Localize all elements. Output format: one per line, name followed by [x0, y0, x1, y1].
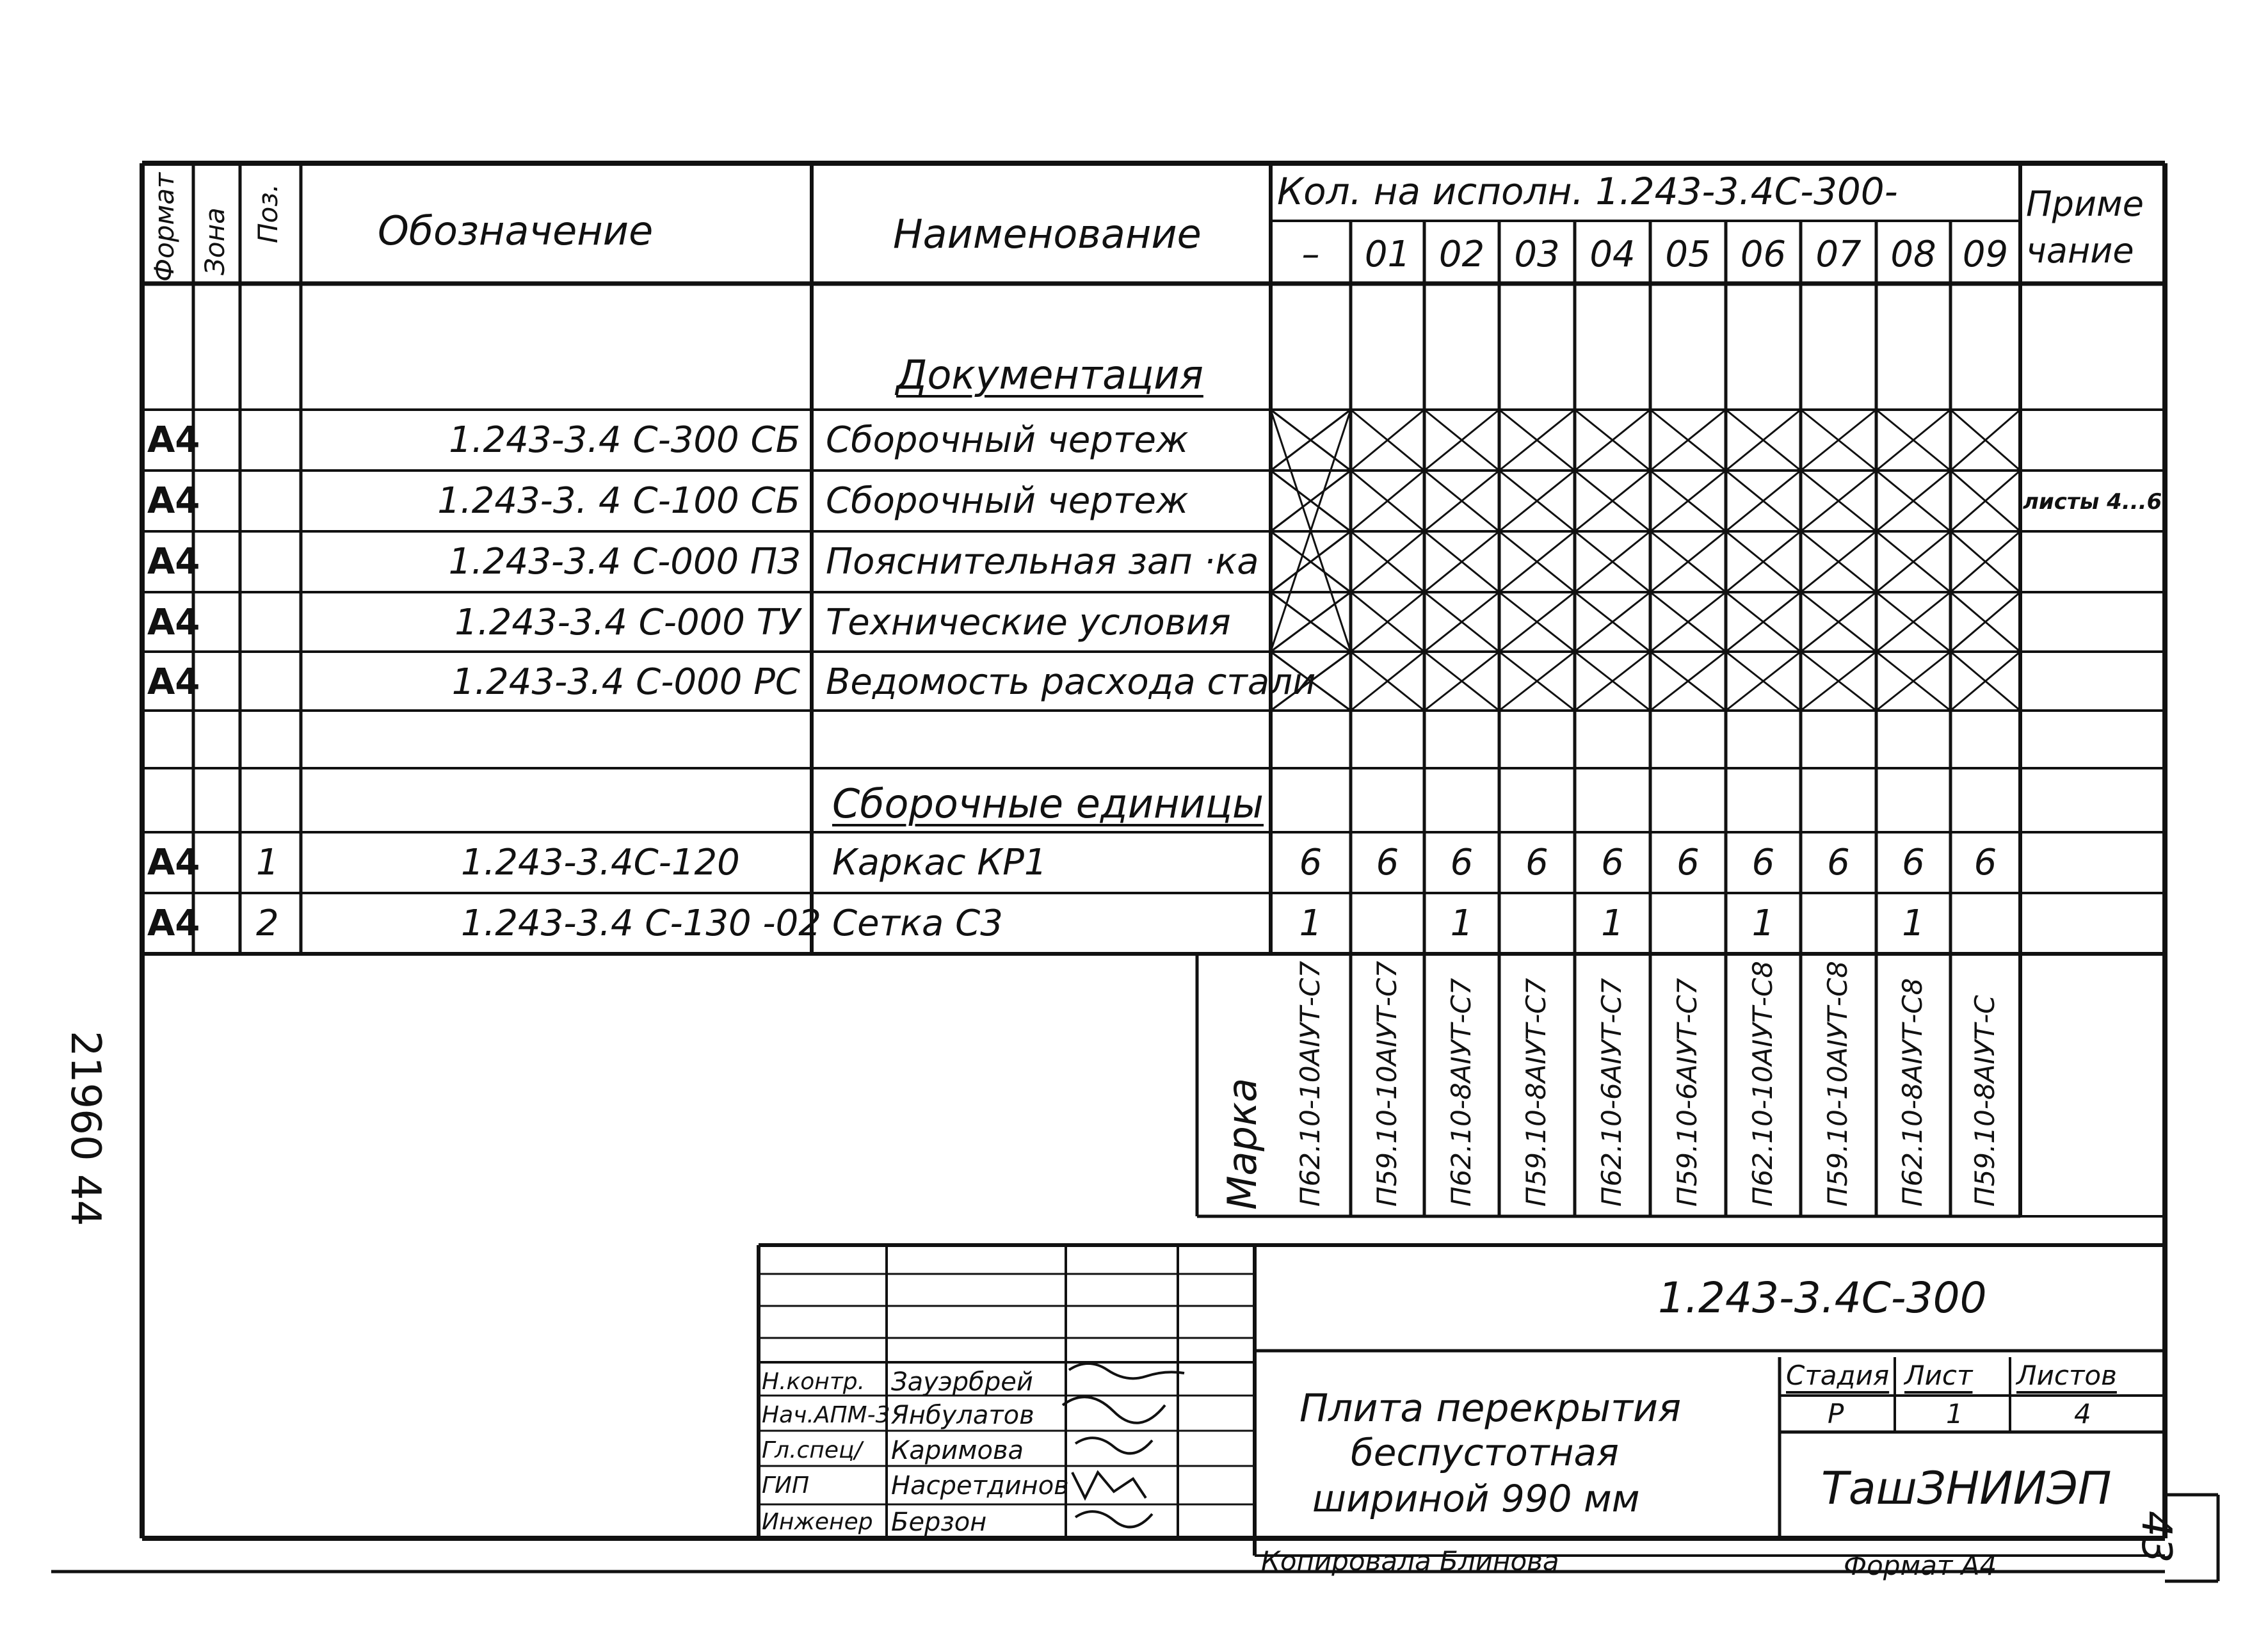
doc-row-designation: 1.243-3. 4 С-100 СБ [437, 480, 800, 522]
header-zone: Зона [199, 207, 230, 275]
signature-name: Зауэрбрей [891, 1367, 1033, 1397]
section-documentation: Документация [896, 351, 1203, 398]
signature-name: Берзон [891, 1508, 987, 1537]
signature-role: Инженер [762, 1509, 873, 1535]
sheets-value: 4 [2074, 1398, 2091, 1429]
doc-row-name: Ведомость расхода стали [826, 661, 1316, 703]
doc-row-name: Сборочный чертеж [826, 419, 1189, 461]
stage-value: Р [1828, 1398, 1844, 1429]
unit-row-format: А4 [147, 842, 200, 883]
unit-row-qty: 6 [1677, 842, 1700, 883]
unit-row-qty: 6 [1902, 842, 1925, 883]
doc-row-note: листы 4...6 [2023, 489, 2162, 515]
page-number: 43 [2132, 1511, 2180, 1563]
marka-value: П59.10-8АIУТ-С [1968, 995, 2000, 1207]
section-assembly-units: Сборочные единицы [832, 780, 1264, 827]
unit-row-designation: 1.243-3.4С-120 [461, 842, 740, 883]
marka-value: П62.10-8АIУТ-С7 [1445, 978, 1477, 1207]
doc-row-designation: 1.243-3.4 С-000 ПЗ [448, 541, 800, 583]
archive-number: 21960 44 [61, 1031, 109, 1227]
unit-row-qty: 6 [1525, 842, 1548, 883]
variant-label: – [1301, 234, 1320, 275]
doc-row-format: А4 [147, 602, 200, 643]
unit-row-pos: 2 [256, 903, 279, 944]
title-line2: беспустотная [1351, 1431, 1619, 1474]
sheets-label: Листов [2016, 1360, 2117, 1391]
sheet-label: Лист [1904, 1360, 1973, 1391]
doc-row-designation: 1.243-3.4 С-000 ТУ [454, 602, 800, 643]
signature-name: Янбулатов [891, 1401, 1034, 1430]
variant-label: 04 [1589, 234, 1636, 275]
signature-role: Нач.АПМ-3 [762, 1402, 890, 1428]
stage-label: Стадия [1786, 1360, 1890, 1391]
marka-value: П59.10-8АIУТ-С7 [1520, 978, 1552, 1207]
header-designation: Обозначение [378, 207, 654, 254]
signature-role: Гл.спец/ [762, 1437, 862, 1463]
signature-role: ГИП [762, 1472, 810, 1499]
doc-code: 1.243-3.4С-300 [1658, 1273, 1987, 1323]
variant-label: 08 [1890, 234, 1936, 275]
unit-row-qty: 1 [1751, 903, 1775, 944]
unit-row-qty: 6 [1974, 842, 1997, 883]
title-line1: Плита перекрытия [1299, 1386, 1682, 1431]
marka-value: П59.10-6АIУТ-С7 [1671, 978, 1703, 1207]
variant-label: 03 [1514, 234, 1560, 275]
unit-row-designation: 1.243-3.4 С-130 -02 [461, 903, 821, 944]
header-note-line2: чание [2026, 230, 2134, 271]
header-pos: Поз. [252, 184, 284, 243]
unit-row-format: А4 [147, 903, 200, 944]
unit-row-name: Каркас КР1 [832, 842, 1047, 883]
marka-label: Марка [1219, 1077, 1266, 1210]
marka-value: П62.10-10АIУТ-С7 [1294, 961, 1326, 1207]
marka-value: П59.10-10АIУТ-С8 [1822, 961, 1853, 1207]
sheet-value: 1 [1946, 1398, 1963, 1429]
marka-value: П62.10-6АIУТ-С7 [1596, 978, 1627, 1207]
doc-row-name: Технические условия [826, 602, 1231, 643]
signature-name: Каримова [891, 1436, 1024, 1465]
format-footer: Формат А4 [1844, 1550, 1997, 1581]
unit-row-name: Сетка С3 [832, 903, 1003, 944]
doc-row-designation: 1.243-3.4 С-300 СБ [449, 419, 800, 461]
unit-row-qty: 6 [1751, 842, 1775, 883]
unit-row-qty: 1 [1601, 903, 1624, 944]
title-line3: шириной 990 мм [1312, 1477, 1640, 1520]
unit-row-qty: 6 [1450, 842, 1474, 883]
unit-row-qty: 1 [1902, 903, 1925, 944]
header-qty-title: Кол. на исполн. 1.243-3.4С-300- [1277, 170, 1898, 213]
marka-value: П62.10-8АIУТ-С8 [1897, 978, 1928, 1207]
signature-name: Насретдинов [891, 1471, 1069, 1501]
variant-label: 05 [1665, 234, 1711, 275]
unit-row-qty: 6 [1376, 842, 1399, 883]
variant-label: 06 [1740, 234, 1787, 275]
unit-row-qty: 1 [1299, 903, 1323, 944]
doc-row-format: А4 [147, 480, 200, 522]
unit-row-pos: 1 [256, 842, 279, 883]
doc-row-format: А4 [147, 661, 200, 703]
header-name: Наименование [893, 211, 1202, 257]
doc-row-format: А4 [147, 419, 200, 461]
header-note-line1: Приме [2026, 184, 2144, 224]
signature-role: Н.контр. [762, 1369, 865, 1395]
organization: ТашЗНИИЭП [1821, 1462, 2112, 1515]
variant-label: 07 [1815, 234, 1862, 275]
header-format: Формат [149, 172, 180, 282]
marka-value: П62.10-10АIУТ-С8 [1746, 961, 1778, 1207]
doc-row-designation: 1.243-3.4 С-000 РС [451, 661, 800, 703]
unit-row-qty: 6 [1299, 842, 1323, 883]
variant-label: 09 [1962, 234, 2009, 275]
variant-label: 02 [1438, 234, 1485, 275]
doc-row-name: Пояснительная зап ·ка [826, 541, 1259, 583]
unit-row-qty: 6 [1827, 842, 1850, 883]
marka-value: П59.10-10АIУТ-С7 [1371, 961, 1403, 1207]
variant-label: 01 [1364, 234, 1411, 275]
doc-row-format: А4 [147, 541, 200, 583]
unit-row-qty: 6 [1601, 842, 1624, 883]
doc-row-name: Сборочный чертеж [826, 480, 1189, 522]
copied-by: Копировала Блинова [1261, 1545, 1559, 1577]
unit-row-qty: 1 [1450, 903, 1474, 944]
